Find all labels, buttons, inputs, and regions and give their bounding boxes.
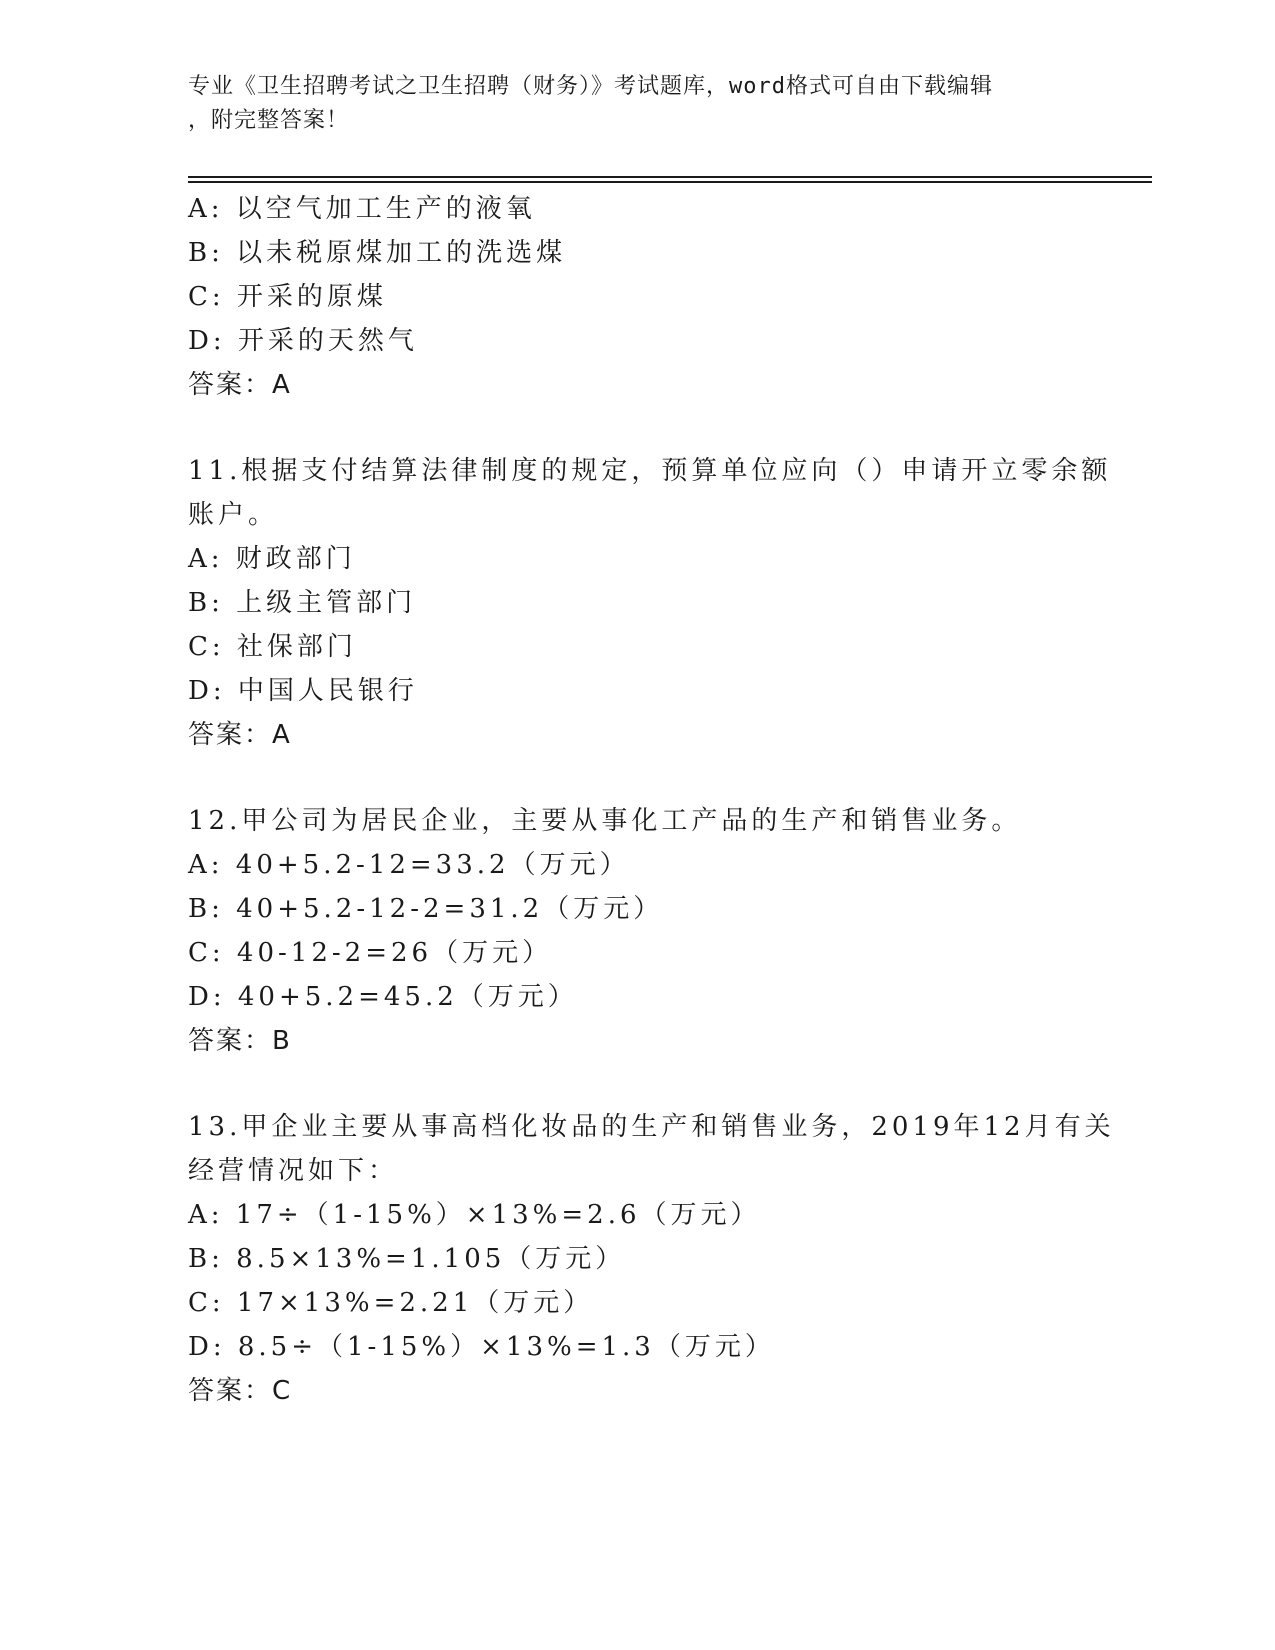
header-line-2: ，附完整答案！ [188,108,350,133]
q11-option-c: C: 社保部门 [188,632,357,662]
q12-option-c: C: 40-12-2=26（万元） [188,938,553,968]
q13-stem-line-1: 13.甲企业主要从事高档化妆品的生产和销售业务，2019年12月有关 [188,1112,1115,1142]
q12-answer: 答案：B [188,1026,292,1056]
q10-answer: 答案：A [188,370,292,400]
q10-option-d: D: 开采的天然气 [188,326,418,356]
q13-option-d: D: 8.5÷（1-15%）×13%=1.3（万元） [188,1332,775,1362]
q10-option-c: C: 开采的原煤 [188,282,387,312]
q10-option-a: A: 以空气加工生产的液氧 [188,194,536,224]
header-divider-bottom [188,181,1152,183]
q13-answer: 答案：C [188,1376,293,1406]
q13-stem-line-2: 经营情况如下： [188,1156,399,1186]
q12-option-b: B: 40+5.2-12-2=31.2（万元） [188,894,664,924]
q13-option-a: A: 17÷（1-15%）×13%=2.6（万元） [188,1200,761,1230]
q11-option-b: B: 上级主管部门 [188,588,417,618]
header-line-1: 专业《卫生招聘考试之卫生招聘（财务）》考试题库，word格式可自由下载编辑 [188,74,993,99]
q13-option-b: B: 8.5×13%=1.105（万元） [188,1244,626,1274]
q12-option-d: D: 40+5.2=45.2（万元） [188,982,578,1012]
q12-option-a: A: 40+5.2-12=33.2（万元） [188,850,630,880]
q11-option-d: D: 中国人民银行 [188,676,418,706]
q11-stem-line-2: 账户。 [188,500,279,530]
document-header [188,70,1088,138]
header-divider-top [188,176,1152,178]
q13-option-c: C: 17×13%=2.21（万元） [188,1288,594,1318]
q11-stem-line-1: 11.根据支付结算法律制度的规定，预算单位应向（）申请开立零余额 [188,456,1112,486]
q11-option-a: A: 财政部门 [188,544,356,574]
q10-option-b: B: 以未税原煤加工的洗选煤 [188,238,567,268]
q11-answer: 答案：A [188,720,292,750]
q12-stem-line-1: 12.甲公司为居民企业，主要从事化工产品的生产和销售业务。 [188,806,1022,836]
